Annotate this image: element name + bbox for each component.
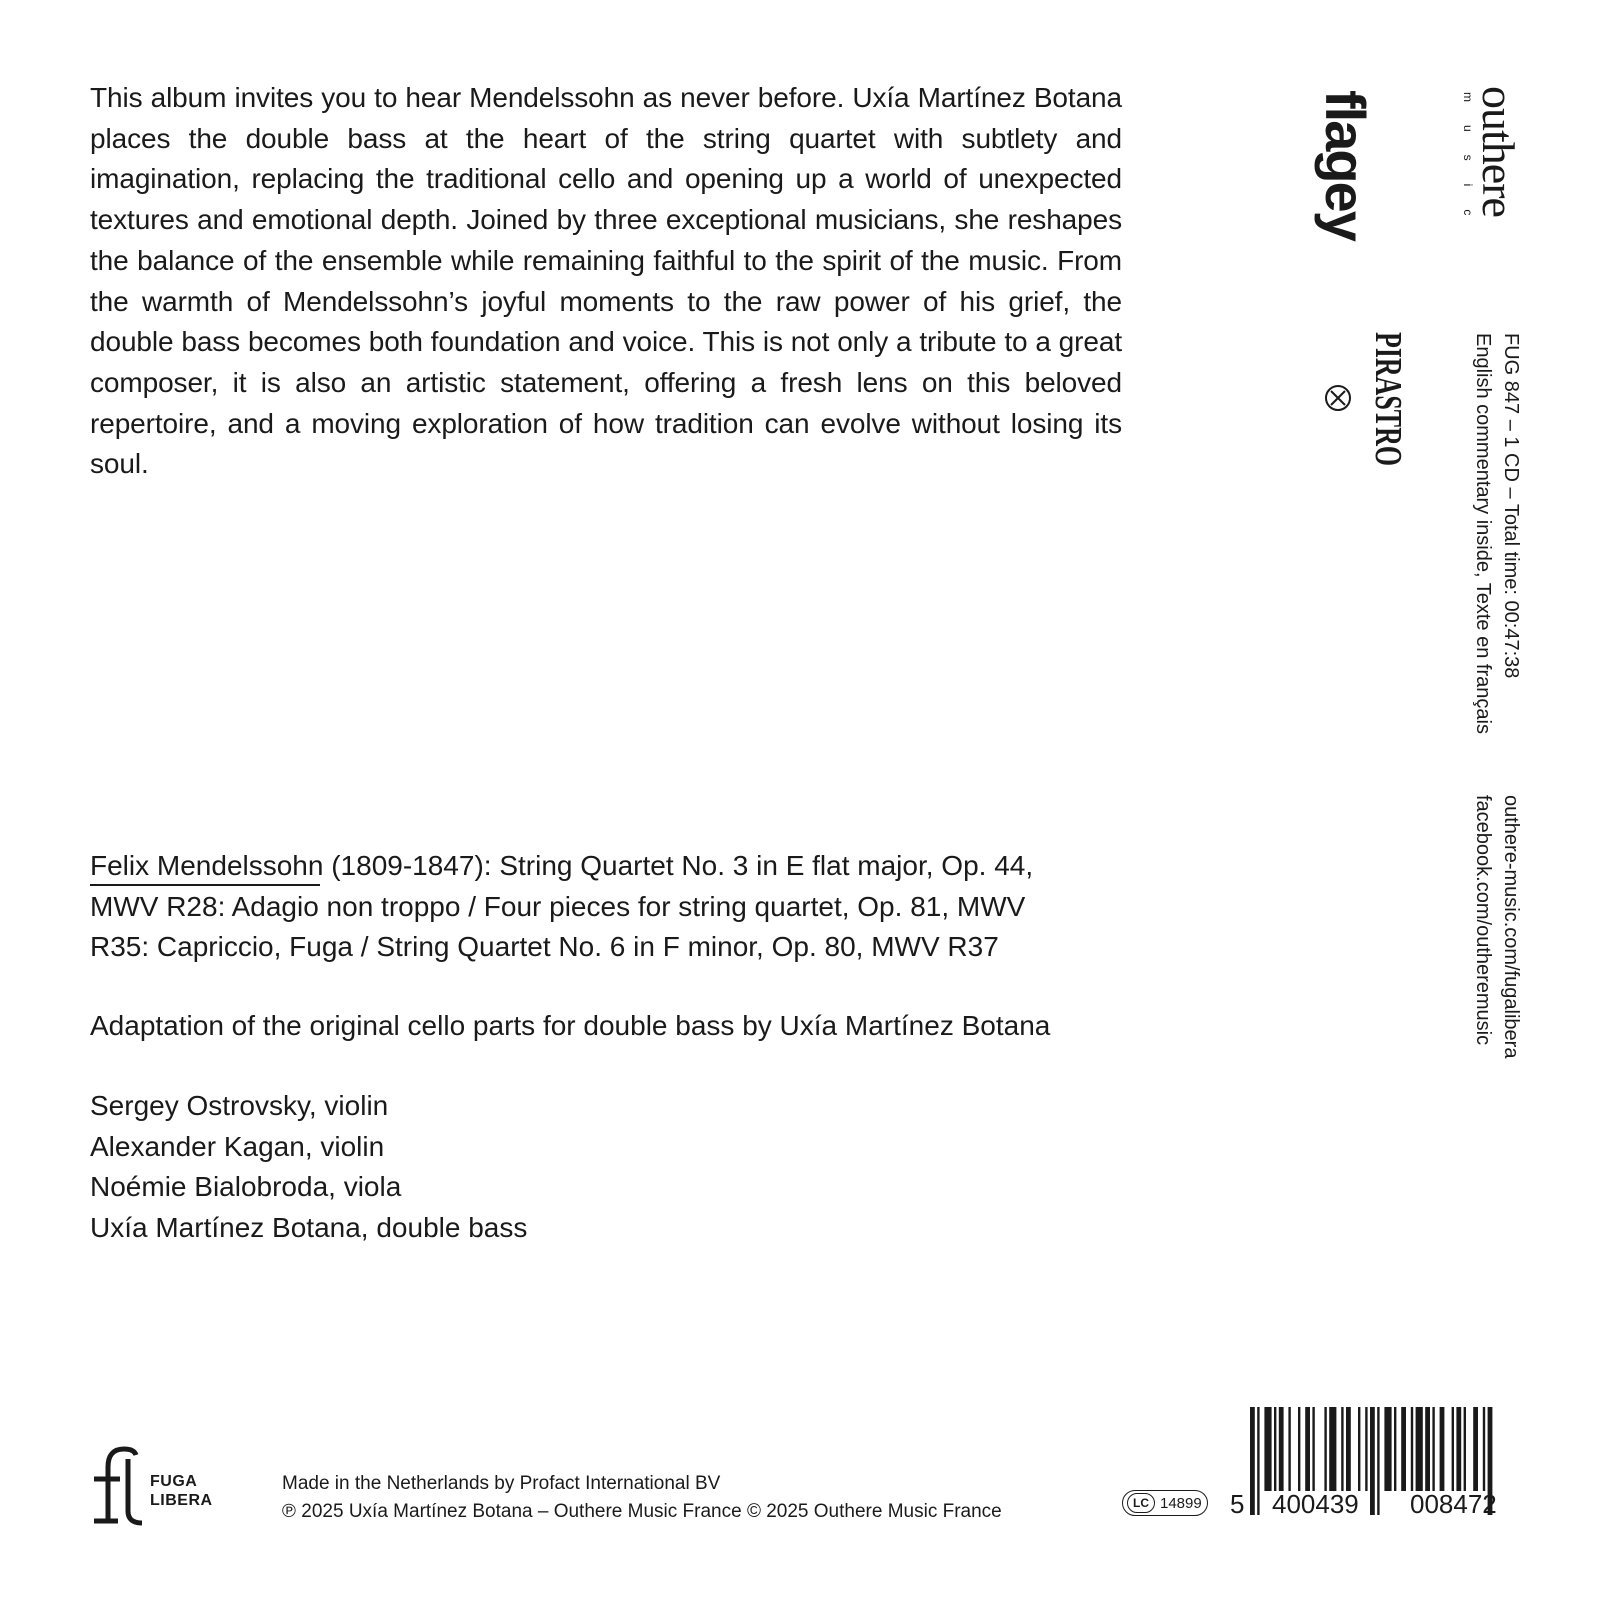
outhere-logo: outhere [1473,86,1524,217]
barcode-bar [1312,1407,1314,1491]
barcode-first-digit: 5 [1230,1489,1245,1519]
barcode-bar [1425,1407,1430,1491]
barcode-bar [1358,1407,1360,1491]
barcode-bar [1257,1407,1259,1515]
manufacturing-note: Made in the Netherlands by Profact International BV [282,1473,721,1494]
program-listing [90,846,1050,968]
program-line: MWV R28: Adagio non troppo / Four pieces for string quartet, Op. 81, MWV [90,890,1026,922]
barcode-bar [1411,1407,1413,1491]
barcode-bar [1250,1407,1255,1515]
barcode-bar [1432,1407,1434,1491]
label-code-number: 14899 [1160,1494,1202,1512]
composer-underline [90,884,320,886]
barcode-bar [1288,1407,1290,1491]
website-link[interactable]: outhere-music.com/fugalibera [1500,795,1522,1059]
program-line: Felix Mendelssohn (1809-1847): String Quartet No. 3 in E flat major, Op. 44, [90,850,1034,881]
performer: Noémie Bialobroda, viola [90,1171,402,1203]
flagey-logo: flagey [1314,90,1377,240]
barcode-bar [1377,1407,1379,1515]
libera-label: LIBERA [150,1492,213,1509]
barcode [1230,1407,1520,1532]
barcode-bar [1324,1407,1326,1491]
pirastro-cross-icon [1323,383,1353,418]
performers-list [90,1086,790,1249]
footer-credits [282,1470,1082,1526]
barcode-bar [1394,1407,1396,1491]
performer: Uxía Martínez Botana, double bass [90,1212,528,1244]
svg-text:PIRASTRO: PIRASTRO [1367,332,1409,529]
barcode-bar [1384,1407,1391,1491]
barcode-left-group: 400439 [1272,1489,1359,1519]
fuga-label: FUGA [150,1473,198,1490]
barcode-bar [1473,1407,1478,1491]
adaptation-note: Adaptation of the original cello parts for double bass by Uxía Martínez Botana [90,1010,1051,1041]
barcode-bar [1279,1407,1284,1491]
barcode-bar [1365,1407,1367,1491]
barcode-bar [1346,1407,1351,1491]
performer: Alexander Kagan, violin [90,1130,385,1162]
barcode-bar [1456,1407,1461,1491]
performer: Sergey Ostrovsky, violin [90,1090,389,1121]
barcode-bar [1416,1407,1423,1491]
lc-icon: LC [1127,1493,1155,1513]
intro-paragraph: This album invites you to hear Mendelssohn as never before. Uxía Martínez Botana places the double bass at the heart of the string quartet with subtlety and imagination, replacing the traditional cello and opening up a world of unexpected textures and emotional depth. Joined by three exceptional musicians, she reshapes the balance of the ensemble while remaining faithful to the spirit of the music. From the warmth of Mendelssohn’s joyful moments to the raw power of his grief, the double bass becomes both foundation and voice. This is not only a tribute to a great composer, it is also an artistic statement, offering a fresh lens on this beloved repertoire, and a moving exploration of how tradition can evolve without losing its soul. [90,82,1122,480]
barcode-bar [1305,1407,1310,1491]
label-code-badge [1122,1490,1208,1516]
barcode-right-group: 008472 [1410,1489,1497,1519]
barcode-bar [1298,1407,1300,1491]
fuga-libera-wordmark [150,1472,213,1510]
barcode-bar [1452,1407,1454,1491]
barcode-bar [1264,1407,1271,1491]
barcode-bar [1464,1407,1466,1491]
facebook-link[interactable]: facebook.com/outheremusic [1472,795,1494,1046]
barcode-bar [1274,1407,1276,1491]
barcode-bar [1483,1407,1485,1491]
copyright-note: ℗ 2025 Uxía Martínez Botana – Outhere Music France © 2025 Outhere Music France [282,1501,1002,1522]
catalog-info: FUG 847 – 1 CD – Total time: 00:47:38 [1500,333,1522,679]
barcode-bar [1401,1407,1406,1491]
barcode-bar [1370,1407,1375,1515]
barcode-bar [1341,1407,1343,1491]
language-info: English commentary inside, Texte en français [1472,333,1494,734]
program-line: R35: Capriccio, Fuga / String Quartet No. 6 in F minor, Op. 80, MWV R37 [90,931,999,963]
outhere-music-label: music [1461,92,1475,239]
fuga-libera-logo-icon [88,1445,144,1530]
barcode-bar [1329,1407,1336,1491]
barcode-bar [1440,1407,1445,1491]
